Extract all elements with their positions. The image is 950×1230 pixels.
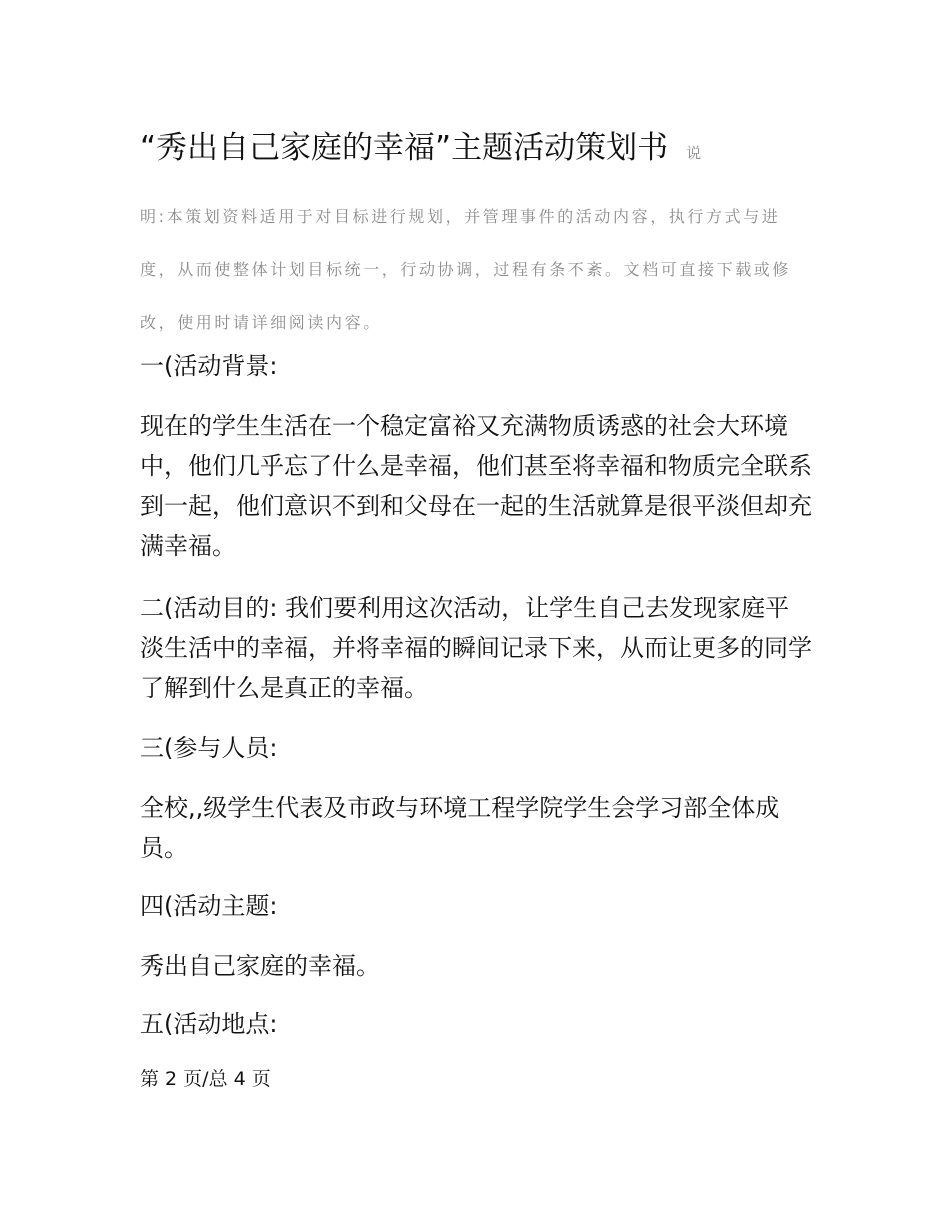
section-heading-location: 五(活动地点: bbox=[140, 1010, 278, 1038]
paragraph-background: 现在的学生生活在一个稳定富裕又充满物质诱惑的社会大环境中，他们几乎忘了什么是幸福，他们甚至将幸福和物质完全联系到一起，他们意识不到和父母在一起的生活就算是很平淡但却充满幸福。 bbox=[140, 412, 812, 560]
title-line bbox=[140, 122, 820, 167]
section-heading-participants: 三(参与人员: bbox=[140, 734, 278, 762]
page-number-footer: 第 2 页/总 4 页 bbox=[140, 1068, 271, 1090]
paragraph-participants: 全校,,级学生代表及市政与环境工程学院学生会学习部全体成员。 bbox=[140, 794, 780, 862]
note-first-char: 说 bbox=[686, 144, 704, 162]
usage-note: 明:本策划资料适用于对目标进行规划，并管理事件的活动内容，执行方式与进度，从而使整体计划目标统一，行动协调，过程有条不紊。文档可直接下载或修改，使用时请详细阅读内容。 bbox=[140, 207, 792, 332]
section-heading-background: 一(活动背景: bbox=[140, 352, 278, 380]
section-heading-theme: 四(活动主题: bbox=[140, 892, 278, 920]
paragraph-theme: 秀出自己家庭的幸福。 bbox=[140, 952, 380, 980]
document-title: “秀出自己家庭的幸福”主题活动策划书 bbox=[140, 130, 669, 166]
paragraph-purpose: 二(活动目的: 我们要利用这次活动，让学生自己去发现家庭平淡生活中的幸福，并将幸福的瞬间记录下来，从而让更多的同学了解到什么是真正的幸福。 bbox=[140, 594, 812, 702]
